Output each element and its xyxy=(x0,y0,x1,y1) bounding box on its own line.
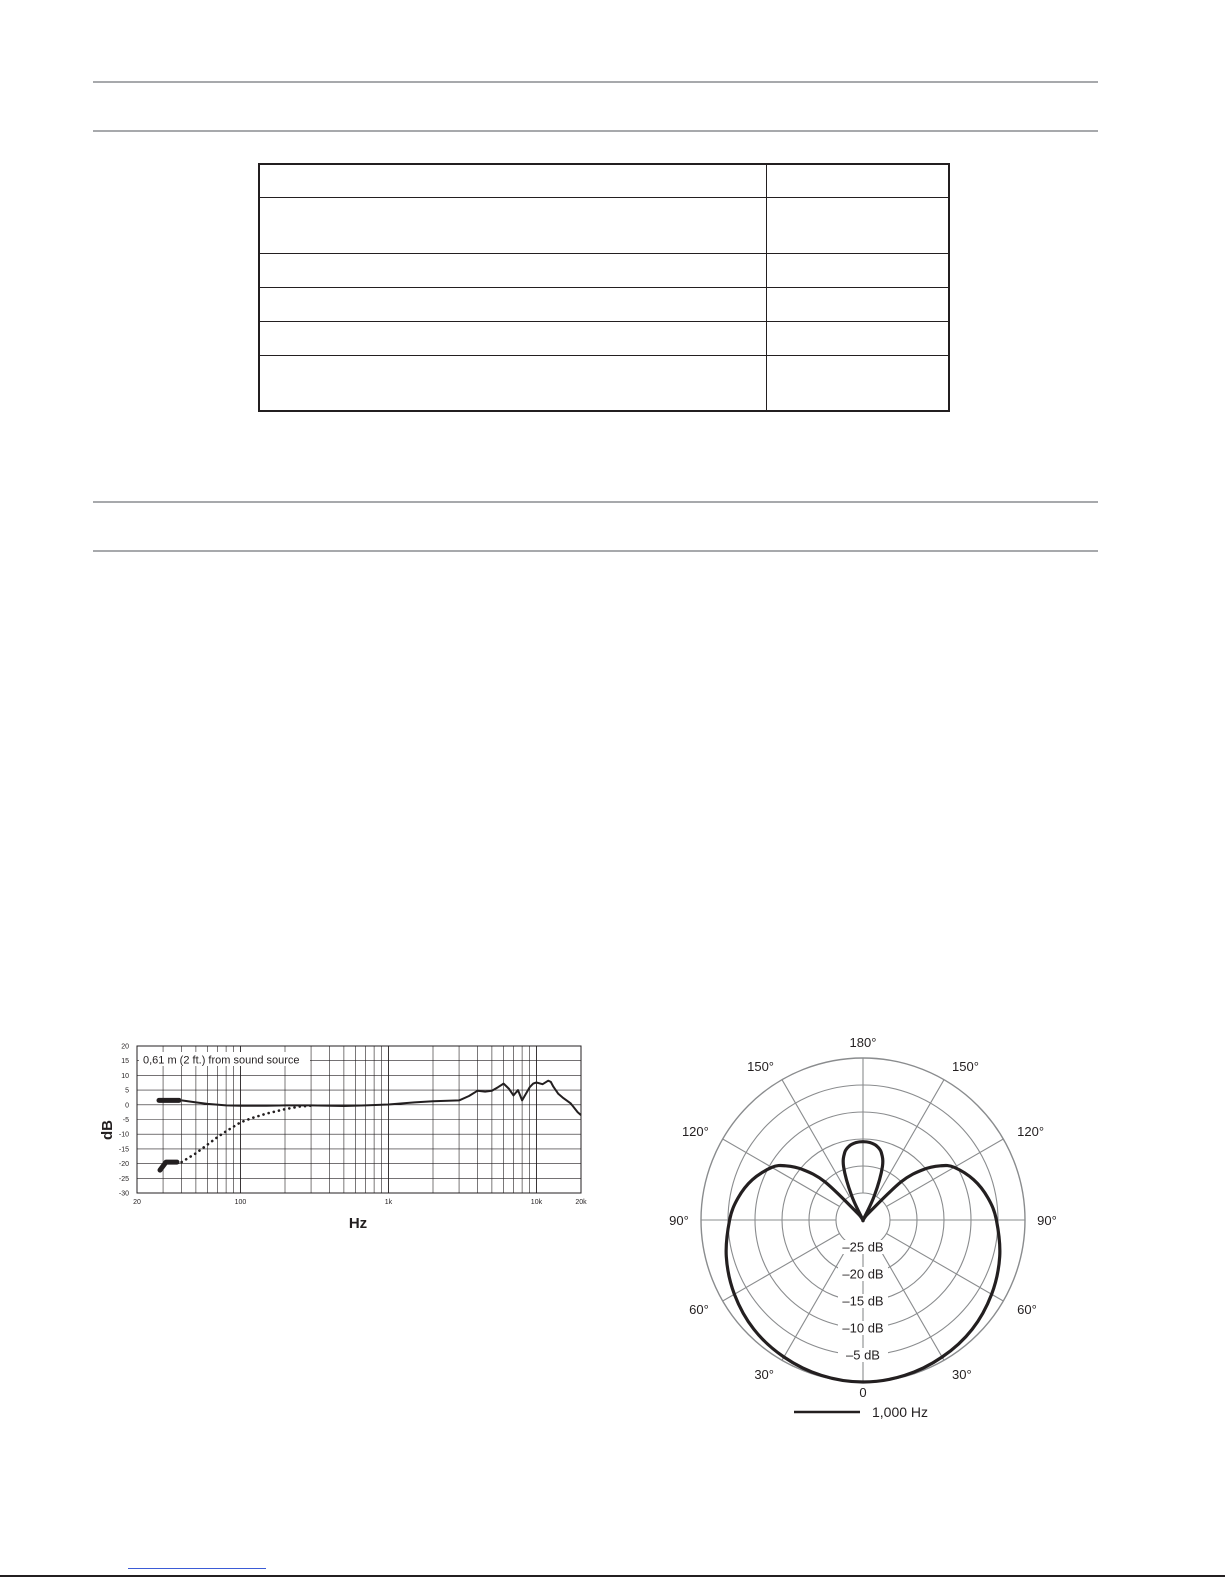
frequency-grid xyxy=(137,1046,581,1193)
y-tick-label: 20 xyxy=(121,1043,129,1051)
series-group xyxy=(182,1081,581,1162)
angle-label: 30° xyxy=(952,1367,972,1383)
y-tick-label: 5 xyxy=(125,1087,129,1095)
y-tick-label: -5 xyxy=(122,1117,129,1124)
flat-response-line xyxy=(182,1081,581,1115)
legend-label: 1,000 Hz xyxy=(872,1404,929,1420)
angle-label: 120° xyxy=(681,1124,709,1139)
table-cell xyxy=(259,198,767,254)
y-tick-label: -30 xyxy=(118,1190,129,1198)
x-tick-label: 10k xyxy=(530,1199,543,1206)
frequency-response-chart xyxy=(95,1035,595,1235)
angle-label: 150° xyxy=(952,1058,979,1074)
ring-label: –25 dB xyxy=(842,1239,884,1255)
table-cell xyxy=(259,254,767,288)
table-cell xyxy=(259,356,767,412)
y-axis-label: dB xyxy=(99,1120,116,1140)
angle-label: 60° xyxy=(689,1302,709,1317)
table-cell xyxy=(259,288,767,322)
angle-label: 180° xyxy=(849,1035,877,1050)
y-tick-label: -15 xyxy=(118,1146,129,1154)
footer-link-underline[interactable] xyxy=(128,1568,266,1569)
ring-label: –20 dB xyxy=(842,1266,884,1282)
table-cell xyxy=(767,198,950,254)
table-cell xyxy=(767,322,950,356)
spec-table xyxy=(258,163,950,412)
y-tick-label: 0 xyxy=(125,1102,129,1110)
section-rule-mid-2 xyxy=(93,550,1098,552)
y-tick-labels xyxy=(119,1044,129,1198)
x-tick-label: 20k xyxy=(575,1199,587,1206)
ring-label: –15 dB xyxy=(842,1293,884,1309)
y-tick-label: -10 xyxy=(118,1131,129,1139)
section-rule-top-1 xyxy=(93,81,1098,83)
section-rule-top-2 xyxy=(93,130,1098,132)
angle-label: 150° xyxy=(747,1058,774,1074)
angle-label: 60° xyxy=(1017,1302,1037,1317)
table-row xyxy=(259,356,949,412)
legend xyxy=(794,1404,928,1420)
angle-label: 120° xyxy=(1017,1124,1045,1139)
y-tick-label: -20 xyxy=(118,1161,129,1169)
angle-label: 30° xyxy=(754,1367,774,1383)
table-row xyxy=(259,288,949,322)
x-tick-label: 100 xyxy=(234,1199,247,1206)
ring-label: –10 dB xyxy=(842,1320,884,1336)
y-tick-label: 10 xyxy=(121,1072,129,1080)
angle-label: 0 xyxy=(859,1385,867,1400)
y-tick-label: 15 xyxy=(121,1058,129,1066)
table-cell xyxy=(767,254,950,288)
polar-pattern-chart xyxy=(665,1035,1065,1435)
x-axis-label: Hz xyxy=(348,1215,368,1232)
switch-icons xyxy=(159,1100,179,1170)
x-tick-label: 20 xyxy=(133,1199,141,1206)
table-cell xyxy=(259,164,767,198)
table-cell xyxy=(767,288,950,322)
low-cut-response-line xyxy=(182,1106,312,1162)
table-row xyxy=(259,164,949,198)
angle-label: 90° xyxy=(1037,1213,1057,1228)
section-rule-mid-1 xyxy=(93,501,1098,503)
table-row xyxy=(259,198,949,254)
footer-rule xyxy=(0,1575,1225,1577)
table-cell xyxy=(259,322,767,356)
table-cell xyxy=(767,164,950,198)
table-row xyxy=(259,254,949,288)
x-tick-label: 1k xyxy=(384,1199,393,1206)
ring-label: –5 dB xyxy=(846,1347,880,1363)
table-cell xyxy=(767,356,950,412)
angle-label: 90° xyxy=(669,1213,689,1228)
x-tick-labels xyxy=(133,1199,587,1206)
y-tick-label: -25 xyxy=(118,1175,129,1183)
table-row xyxy=(259,322,949,356)
distance-annotation: 0,61 m (2 ft.) from sound source xyxy=(143,1054,300,1067)
low-cut-switch-icon xyxy=(160,1162,177,1170)
